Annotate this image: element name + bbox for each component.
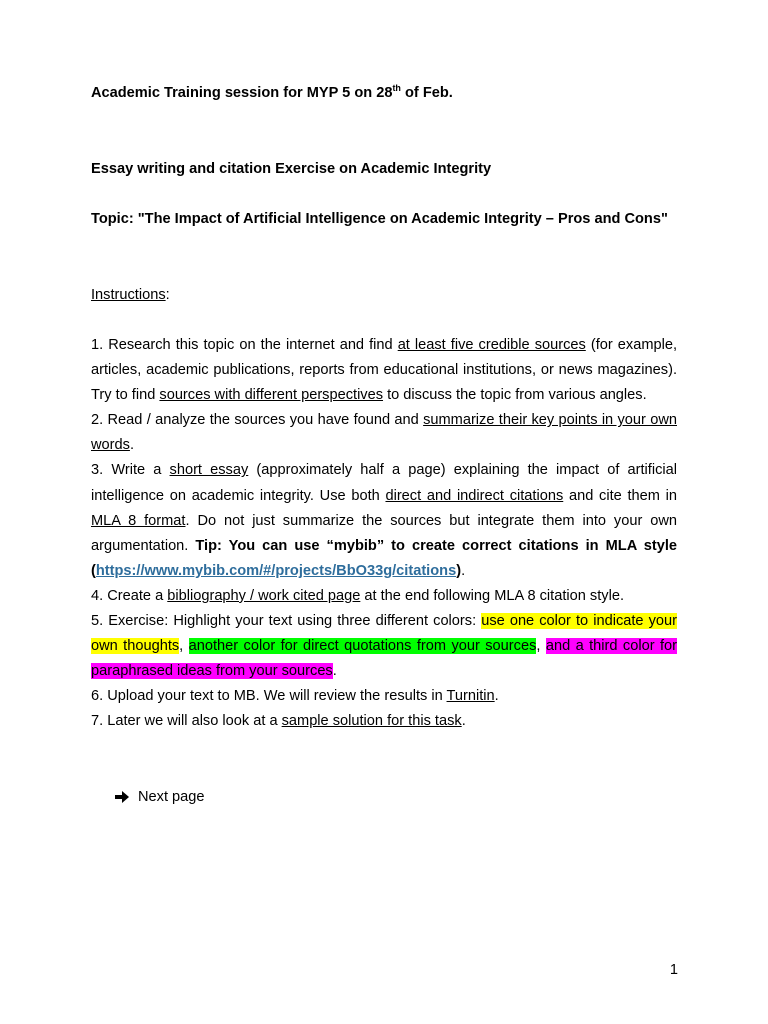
title-text-end: of Feb. bbox=[400, 85, 453, 101]
green-highlight: another color for direct quotations from your sources bbox=[188, 638, 537, 655]
underlined-phrase: sample solution for this task bbox=[281, 713, 462, 730]
underlined-phrase: at least five credible sources bbox=[397, 337, 586, 353]
yellow-highlight: use one color to indicate your own thoughts bbox=[91, 613, 677, 655]
instruction-item-2: 2. Read / analyze the sources you have found and summarize their key points in your own words. bbox=[91, 412, 677, 454]
next-page-indicator bbox=[114, 789, 205, 805]
underlined-phrase: bibliography / work cited page bbox=[167, 587, 361, 604]
title-text: Academic Training session for MYP 5 on 28 bbox=[91, 85, 393, 101]
underlined-phrase: short essay bbox=[169, 462, 249, 479]
mybib-link[interactable]: https://www.mybib.com/#/projects/BbO33g/citations bbox=[95, 562, 457, 579]
tip-text: Tip: You can use “mybib” to create correct citations in MLA style ( bbox=[91, 537, 677, 579]
instruction-item-3: 3. Write a short essay (approximately half a page) explaining the impact of artificial intelligence on academic integrity. Use both direct and indirect citations and cite them in MLA 8 format. Do not just summarize the sources but integrate them into your own argumentation. Tip: You can use “mybib” to create correct citations in MLA style (https://www.mybib.com/#/projects/BbO33g/citations). bbox=[91, 462, 677, 579]
underlined-phrase: MLA 8 format bbox=[91, 512, 186, 529]
instruction-item-6: 6. Upload your text to MB. We will review the results in Turnitin. bbox=[91, 688, 499, 705]
magenta-highlight: and a third color for paraphrased ideas from your sources bbox=[91, 638, 677, 680]
instructions-colon: : bbox=[165, 287, 170, 303]
instructions-list bbox=[91, 333, 677, 735]
underlined-phrase: summarize their key points in your own words bbox=[91, 412, 677, 454]
document-title bbox=[91, 85, 677, 101]
instructions-heading bbox=[91, 287, 677, 303]
underlined-phrase: direct and indirect citations bbox=[385, 487, 564, 504]
page-number: 1 bbox=[669, 962, 678, 978]
instruction-item-1: 1. Research this topic on the internet and find at least five credible sources (for example, articles, academic publications, reports from educational institutions, or news magazines). Try to find sources with different perspectives to discuss the topic from various angles. bbox=[91, 337, 678, 404]
underlined-phrase: sources with different perspectives bbox=[159, 387, 384, 404]
instruction-item-5: 5. Exercise: Highlight your text using three different colors: use one color to indicate your own thoughts, another color for direct quotations from your sources, and a third color for paraphrased ideas from your sources. bbox=[91, 613, 677, 680]
document-subtitle: Essay writing and citation Exercise on Academic Integrity bbox=[91, 161, 492, 177]
next-page-label: Next page bbox=[138, 789, 205, 805]
underlined-phrase: Turnitin bbox=[446, 688, 495, 705]
title-superscript: th bbox=[392, 83, 401, 94]
instructions-label: Instructions bbox=[91, 287, 166, 303]
essay-topic: Topic: "The Impact of Artificial Intelligence on Academic Integrity – Pros and Cons" bbox=[91, 211, 668, 227]
arrow-right-icon bbox=[114, 790, 130, 804]
instruction-item-4: 4. Create a bibliography / work cited page at the end following MLA 8 citation style. bbox=[91, 587, 624, 604]
instruction-item-7: 7. Later we will also look at a sample solution for this task. bbox=[91, 713, 466, 730]
